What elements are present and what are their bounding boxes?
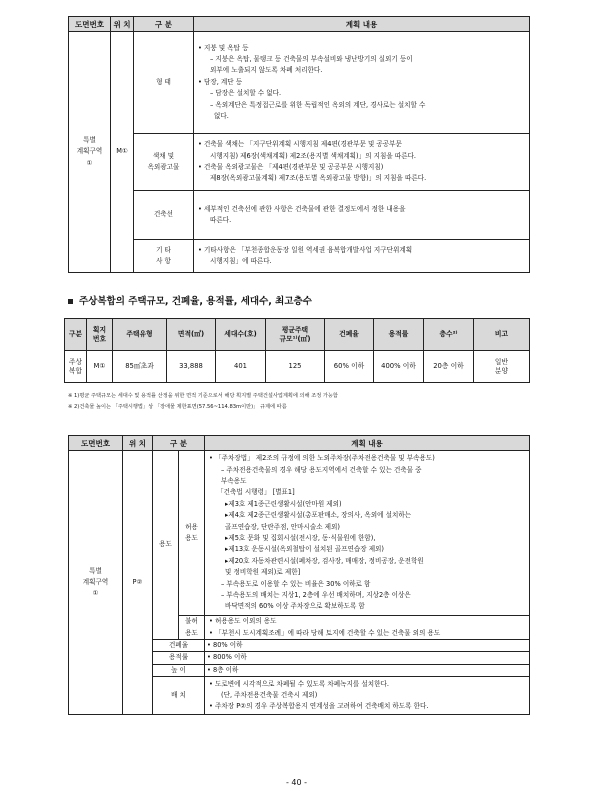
text-line: 구분	[68, 330, 83, 338]
text-line: 33,888	[179, 362, 203, 370]
section-heading	[68, 293, 312, 307]
text-line: 건폐율	[339, 330, 359, 338]
text-line: ①	[86, 158, 93, 167]
category-use: 용도	[153, 451, 179, 640]
content-allowed-use	[205, 451, 530, 616]
content-line: • 「부천시 도시계획조례」에 따라 당해 토지에 건축할 수 있는 건축물 외의 용도	[209, 628, 441, 637]
cell-lot-number	[87, 351, 113, 383]
category-color-signage	[134, 134, 194, 191]
cell-area	[167, 351, 216, 383]
header-plan-number-2: 도면번호	[69, 436, 123, 451]
location-cell: M①	[111, 32, 134, 273]
content-line: • 허용용도 이외의 용도	[209, 617, 277, 626]
text-line: 세대수(호)	[224, 330, 257, 338]
content-line: – 지붕은 옥탑, 물탱크 등 건축물의 부속설비와 냉난방기의 실외기 등이	[210, 54, 413, 63]
content-line: • 도로변에 시각적으로 차폐될 수 있도록 차폐녹지를 설치한다.	[209, 679, 389, 688]
h-far	[374, 319, 424, 351]
content-line: ▸제20호 자동차관련시설(폐차장, 검사장, 매매장, 정비공장, 운전학원	[225, 556, 424, 565]
h-households	[216, 319, 266, 351]
content-height: • 8층 이하	[205, 664, 530, 676]
cell-floors	[424, 351, 474, 383]
content-line: 부속용도	[221, 476, 247, 485]
category-disallowed-use	[179, 616, 205, 640]
content-line: • 건축물 옥외광고물은 「제4편(경관부문 및 공공부문 시행지침)	[198, 163, 384, 171]
text-line: 면적(㎡)	[177, 330, 205, 338]
special-zone-label	[69, 32, 111, 273]
content-line: – 담장은 설치할 수 없다.	[210, 89, 282, 98]
text-line: M①	[93, 362, 106, 370]
content-disallowed-use	[205, 616, 530, 640]
content-line: ▸제13호 운동시설(옥외철탑이 설치된 골프연습장 제외)	[225, 545, 385, 554]
text-line: 용적률	[388, 330, 409, 338]
content-line: 없다.	[214, 112, 229, 121]
text-line: 20층 이하	[433, 362, 464, 370]
text-line: 용도	[185, 534, 198, 542]
text-line: 층수²⁾	[439, 330, 458, 338]
content-line: ▸제5호 문화 및 집회시설(전시장, 동·식물원에 한함),	[225, 534, 376, 542]
footnote-2: ※ 2)건축물 높이는 「주택시행법」상 「장애물 제한표면(57.56~114.83m이만)」 규제에 따름	[68, 404, 287, 410]
category-building-line	[134, 191, 194, 240]
content-line: – 옥외계단은 특정접근로를 위한 독립적인 옥외의 계단, 경사로는 설치할 수	[210, 100, 426, 109]
text-line: 형 태	[156, 77, 171, 86]
text-line: 불허	[185, 617, 198, 626]
text-line: 주상	[68, 357, 83, 366]
content-line: 골프연습장, 단란주점, 안마시술소 제외)	[225, 522, 340, 531]
text-line: 평균주택	[281, 325, 309, 334]
header-plan-content: 계획 내용	[194, 17, 530, 32]
cell-coverage	[325, 351, 374, 383]
zone-text	[71, 135, 108, 169]
content-line: • 「주차장법」 제2조의 규정에 의한 노외주차장(주차전용건축물 및 부속용도)	[209, 454, 435, 463]
text-line: 60% 이하	[333, 362, 365, 370]
content-line: • 기타사항은 「부천종합운동장 일원 역세권 융복합개발사업 지구단위계획	[198, 245, 413, 254]
text-line: 일반	[494, 357, 509, 366]
category-height: 높 이	[153, 664, 205, 676]
content-line: • 주차장 P②의 경우 주상복합용지 연계성을 고려하여 건축배치 하도록 한다.	[209, 702, 429, 711]
cell-far	[374, 351, 424, 383]
content-line: 시행지침」에 따른다.	[210, 257, 272, 265]
text-line: 125	[288, 362, 302, 370]
header-category: 구 분	[134, 17, 194, 32]
content-line: 따른다.	[210, 216, 232, 224]
header-category-2: 구 분	[153, 436, 205, 451]
text-line: 획지	[92, 325, 107, 334]
cell-avg-size	[266, 351, 325, 383]
content-line: • 지붕 및 옥탑 등	[198, 43, 249, 52]
header-plan-number: 도면번호	[69, 17, 111, 32]
text-line: 허용	[185, 522, 198, 531]
content-coverage: • 80% 이하	[205, 640, 530, 652]
content-line: 및 정비학원 제외)로 제한]	[225, 568, 301, 577]
text-line: 규모¹⁾(㎡)	[279, 334, 311, 343]
text-line: 분양	[494, 366, 509, 375]
content-layout	[205, 677, 530, 715]
category-allowed-use	[179, 451, 205, 616]
content-other	[194, 240, 530, 273]
text-line: 복합	[68, 366, 83, 375]
h-lot-number	[87, 319, 113, 351]
category-other	[134, 240, 194, 273]
housing-table-row	[65, 351, 530, 383]
text-line: 특별	[83, 135, 96, 144]
text-line: 비고	[494, 330, 509, 338]
content-line: – 부속용도로 이용할 수 있는 비율은 30% 이하로 함	[221, 579, 371, 588]
location-cell-2: P②	[123, 451, 153, 715]
page-number: - 40 -	[285, 778, 308, 787]
text-line: 색채 및	[152, 151, 175, 160]
text-line: 기 타	[156, 245, 171, 254]
h-type	[65, 319, 87, 351]
cell-households	[216, 351, 266, 383]
h-housing-type	[113, 319, 167, 351]
header-location-2: 위 치	[123, 436, 153, 451]
content-line: 「건축법 시행령」 [별표1]	[217, 488, 295, 497]
text-line: 사 항	[156, 257, 171, 265]
plan-table-2	[68, 435, 530, 715]
content-line: – 주차전용건축물의 경우 해당 용도지역에서 건축할 수 있는 건축물 중	[221, 465, 422, 474]
cell-remarks	[474, 351, 530, 383]
content-form	[194, 32, 530, 134]
text-line: 400% 이하	[381, 362, 416, 370]
content-line: ▸제4호 제2종근린생활시설(총포판매소, 장의사, 옥외에 설치하는	[225, 511, 412, 520]
text-line: 계획구역	[82, 577, 109, 586]
text-line: 옥외광고물	[147, 163, 180, 171]
header-plan-content-2: 계획 내용	[205, 436, 530, 451]
square-bullet-icon	[68, 299, 73, 304]
content-line: • 담장, 계단 등	[198, 77, 243, 86]
content-line: • 건축물 색채는 「지구단위계획 시행지침 제4편(경관부문 및 공공부문	[198, 140, 402, 149]
content-line: 제8장(옥외광고물계획) 제7조(용도별 옥외광고물 방향)」의 지침을 따른다.	[210, 174, 427, 183]
text-line: 특별	[89, 566, 102, 575]
h-remarks	[474, 319, 530, 351]
content-line: 바닥면적의 60% 이상 주차장으로 확보하도록 함	[225, 602, 365, 611]
content-building-line	[194, 191, 530, 240]
content-line: ▸제3호 제1종근린생활시설(안마원 제외)	[225, 499, 342, 508]
h-avg-size	[266, 319, 325, 351]
housing-table-header	[65, 319, 530, 351]
content-far: • 800% 이하	[205, 652, 530, 664]
cell-type	[65, 351, 87, 383]
housing-scale-table	[64, 318, 530, 383]
h-coverage	[325, 319, 374, 351]
cell-housing-type	[113, 351, 167, 383]
text-line: 계획구역	[76, 147, 103, 156]
text-line: 용도	[185, 628, 198, 637]
content-line: 시행지침) 제6장(색채계획) 제2조(용지별 색채계획)」의 지침을 따른다.	[210, 151, 417, 160]
text-line: 주택유형	[126, 330, 153, 338]
content-line: • 세부적인 건축선에 관한 사항은 건축물에 관한 결정도에서 정한 내용을	[198, 204, 406, 213]
category-far: 용적률	[153, 652, 205, 664]
header-location: 위 치	[111, 17, 134, 32]
h-floors	[424, 319, 474, 351]
text-line: 401	[234, 362, 247, 370]
content-line: 외부에 노출되지 않도록 차폐 처리한다.	[210, 66, 323, 75]
text-line: 85㎡초과	[125, 362, 154, 370]
category-coverage: 건폐율	[153, 640, 205, 652]
footnote-1: ※ 1)평균 주택규모는 세대수 및 용적률 산정을 위한 면적 기준으로서 해당 획지별 주택건설사업계획에 의해 조정 가능함	[68, 393, 338, 399]
content-line: (단, 주차전용건축물 건축시 제외)	[221, 691, 318, 700]
text-line: 건축선	[153, 210, 174, 219]
category-layout: 배 치	[153, 677, 205, 715]
content-color-signage	[194, 134, 530, 191]
special-zone-label-2	[69, 451, 123, 715]
text-line: ①	[92, 589, 99, 598]
section-heading-text: 주상복합의 주택규모, 건폐율, 용적률, 세대수, 최고층수	[79, 296, 312, 307]
plan-table-1	[68, 16, 530, 273]
h-area	[167, 319, 216, 351]
text-line: 번호	[92, 334, 107, 343]
category-form	[134, 32, 194, 134]
content-line: – 부속용도의 배치는 지상1, 2층에 우선 배치하며, 지상2층 이상은	[221, 591, 411, 600]
